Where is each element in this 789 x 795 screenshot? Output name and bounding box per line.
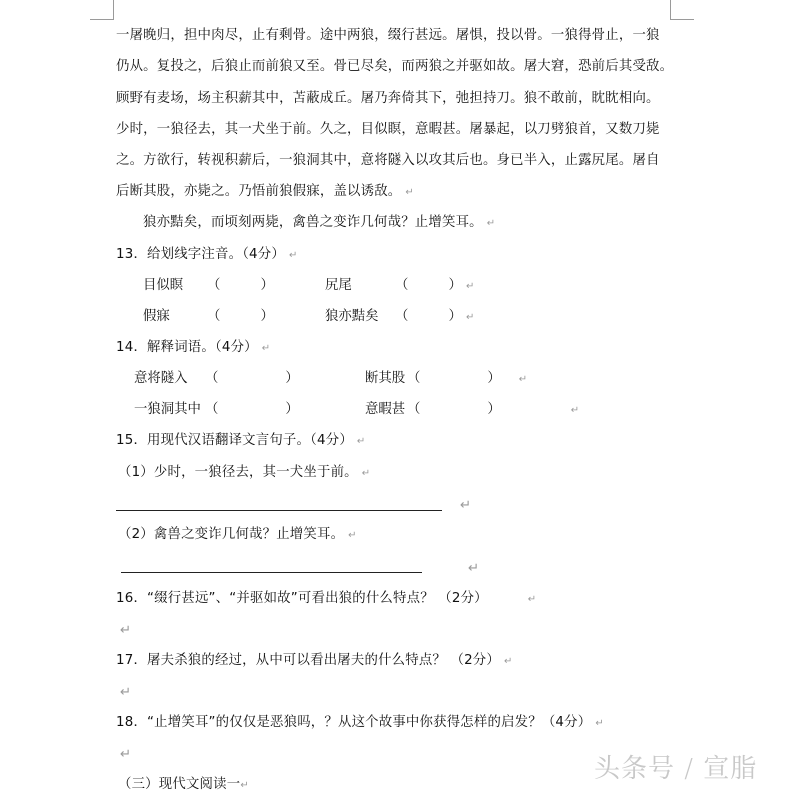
paragraph-mark: ↵ <box>465 281 475 292</box>
q13-word: 目似瞑 <box>143 278 184 293</box>
paragraph-mark: ↵ <box>120 685 132 700</box>
question-17-title: 17．屠夫杀狼的经过，从中可以看出屠夫的什么特点？ （2分） ↵ <box>116 653 513 668</box>
answer-line-1[interactable] <box>116 510 442 511</box>
paragraph-mark: ↵ <box>361 468 371 479</box>
passage-line: 之。方欲行，转视积薪后，一狼洞其中，意将隧入以攻其后也。身已半入，止露尻尾。屠自 <box>116 153 660 168</box>
paragraph-mark: ↵ <box>486 218 496 229</box>
q14-word: 意将隧入 <box>134 371 188 386</box>
paragraph-mark: ↵ <box>405 187 414 198</box>
q13-word: 假寐 <box>143 309 170 324</box>
q14-word: 一狼洞其中 <box>134 402 201 417</box>
paragraph-mark: ↵ <box>503 656 513 667</box>
passage-line: 仍从。复投之，后狼止而前狼又至。骨已尽矣，而两狼之并驱如故。屠大窘，恐前后其受敌。 <box>116 59 674 74</box>
paragraph-mark: ↵ <box>465 312 475 323</box>
watermark: 头条号 / 宣脂 <box>594 754 758 784</box>
question-13-title: 13．给划线字注音。（4分） ↵ <box>116 247 298 262</box>
question-18-title: 18．“止增笑耳”的仅仅是恶狼吗，？从这个故事中你获得怎样的启发？（4分） ↵ <box>116 715 604 730</box>
paragraph-mark: ↵ <box>120 747 132 762</box>
q14-blank[interactable]: （ ） <box>205 371 299 386</box>
q13-blank[interactable]: （ ） <box>207 278 274 293</box>
q13-word: 狼亦黠矣 <box>325 309 379 324</box>
q14-word: 意暇甚 <box>365 402 406 417</box>
passage-line: 顾野有麦场，场主积薪其中，苫蔽成丘。屠乃奔倚其下，弛担持刀。狼不敢前，眈眈相向。 <box>116 91 660 106</box>
passage-comment-line: 狼亦黠矣，而顷刻两毙，禽兽之变诈几何哉？止增笑耳。 ↵ <box>143 215 496 230</box>
paragraph-mark: ↵ <box>527 594 537 605</box>
paragraph-mark: ↵ <box>356 436 366 447</box>
passage-line: 少时，一狼径去，其一犬坐于前。久之，目似瞑，意暇甚。屠暴起，以刀劈狼首，又数刀毙 <box>116 122 660 137</box>
paragraph-mark: ↵ <box>261 343 271 354</box>
q14-blank[interactable]: （ ） <box>205 402 299 417</box>
paragraph-mark: ↵ <box>348 530 357 541</box>
paragraph-mark: ↵ <box>120 623 132 638</box>
q14-word: 断其股 <box>365 371 406 386</box>
q13-blank[interactable]: （ ） ↵ <box>395 278 475 293</box>
question-16-title: 16．“缀行甚远”、“并驱如故”可看出狼的什么特点？ （2分） ↵ <box>116 591 537 606</box>
paragraph-mark: ↵ <box>288 250 298 261</box>
q13-word: 尻尾 <box>325 278 352 293</box>
page-corner-mark-right <box>670 0 694 20</box>
question-14-title: 14．解释词语。（4分） ↵ <box>116 340 271 355</box>
passage-line: 一屠晚归，担中肉尽，止有剩骨。途中两狼，缀行甚远。屠惧，投以骨。一狼得骨止，一狼 <box>116 28 660 43</box>
paragraph-mark: ↵ <box>460 498 472 513</box>
q13-blank[interactable]: （ ） <box>207 309 274 324</box>
paragraph-mark: ↵ <box>518 374 528 385</box>
q13-blank[interactable]: （ ） ↵ <box>395 309 475 324</box>
q14-blank[interactable]: （ ） ↵ <box>407 402 580 417</box>
paragraph-mark: ↵ <box>468 561 480 576</box>
answer-line-2[interactable] <box>121 572 422 573</box>
passage-line-end: 后断其股，亦毙之。乃悟前狼假寐，盖以诱敌。 ↵ <box>116 184 414 199</box>
q15-sentence-1: （1）少时，一狼径去，其一犬坐于前。 ↵ <box>118 465 371 480</box>
section-3-title: （三）现代文阅读一↵ <box>118 777 249 792</box>
q14-blank[interactable]: （ ） ↵ <box>407 371 528 386</box>
q15-sentence-2: （2）禽兽之变诈几何哉？止增笑耳。 ↵ <box>118 527 357 542</box>
page-corner-mark-left <box>90 0 114 20</box>
paragraph-mark: ↵ <box>595 718 604 729</box>
question-15-title: 15．用现代汉语翻译文言句子。（4分） ↵ <box>116 433 366 448</box>
paragraph-mark: ↵ <box>240 780 249 791</box>
paragraph-mark: ↵ <box>570 405 580 416</box>
